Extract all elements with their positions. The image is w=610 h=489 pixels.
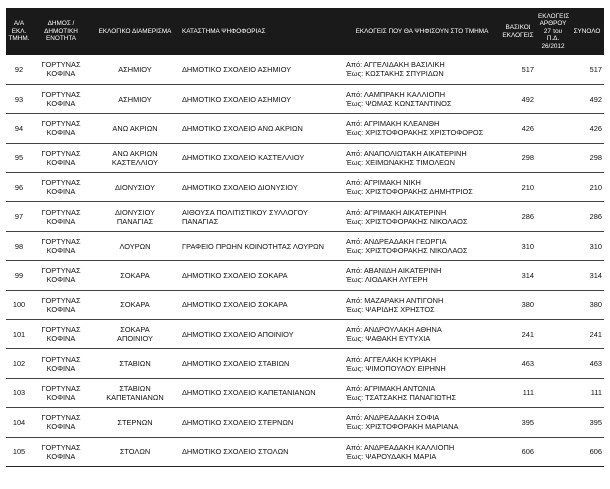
header-basic-voters: ΒΑΣΙΚΟΙ ΕΚΛΟΓΕΙΣ [502, 23, 534, 39]
cell-aa: 100 [12, 300, 26, 310]
cell-total: 298 [589, 153, 602, 163]
cell-municipality: ΓΟΡΤΥΝΑΣ ΚΟΦΙΝΑ [41, 60, 81, 79]
cell-total: 380 [589, 300, 602, 310]
cell-station: ΓΡΑΦΕΙΟ ΠΡΩΗΝ ΚΟΙΝΟΤΗΤΑΣ ΛΟΥΡΩΝ [182, 241, 324, 251]
cell-basic-voters: 426 [521, 123, 534, 133]
table-row [6, 143, 604, 172]
cell-basic-voters: 314 [521, 270, 534, 280]
cell-article-voters [536, 261, 570, 290]
cell-district: ΣΤΑΒΙΩΝ [119, 359, 151, 369]
cell-station: ΔΗΜΟΤΙΚΟ ΣΧΟΛΕΙΟ ΚΑΠΕΤΑΝΙΑΝΩΝ [182, 388, 316, 398]
header-range: ΕΚΛΟΓΕΙΣ ΠΟΥ ΘΑ ΨΗΦΙΣΟΥΝ ΣΤΟ ΤΜΗΜΑ [355, 27, 489, 35]
cell-district: ΑΣΗΜΙΟΥ [118, 94, 152, 104]
cell-basic-voters: 298 [521, 153, 534, 163]
cell-aa: 92 [14, 64, 24, 74]
cell-total: 426 [589, 123, 602, 133]
cell-basic-voters: 111 [522, 388, 534, 398]
table-body [6, 55, 604, 466]
cell-total: 606 [589, 447, 602, 457]
cell-voter-range: Από: ΑΝΔΡΟΥΛΑΚΗ ΑΘΗΝΑ Έως: ΨΑΘΑΚΗ ΕΥΤΥΧΙΑ [346, 325, 442, 344]
cell-total: 286 [589, 212, 602, 222]
cell-basic-voters: 606 [521, 447, 534, 457]
cell-municipality: ΓΟΡΤΥΝΑΣ ΚΟΦΙΝΑ [41, 266, 81, 285]
header-article-voters: ΕΚΛΟΓΕΙΣ ΑΡΘΡΟΥ 27 του Π.Δ. 26/2012 [538, 12, 570, 50]
cell-voter-range: Από: ΑΓΡΙΜΑΚΗ ΑΙΚΑΤΕΡΙΝΗ Έως: ΧΡΙΣΤΟΦΟΡΑΚΗΣ ΝΙΚΟΛΑΟΣ [346, 207, 468, 226]
polling-stations-table [6, 8, 604, 467]
cell-aa: 96 [14, 182, 24, 192]
cell-municipality: ΓΟΡΤΥΝΑΣ ΚΟΦΙΝΑ [41, 148, 81, 167]
cell-station: ΔΗΜΟΤΙΚΟ ΣΧΟΛΕΙΟ ΣΟΚΑΡΑ [182, 300, 288, 310]
table-row [6, 114, 604, 143]
cell-district: ΣΤΑΒΙΩΝ ΚΑΠΕΤΑΝΙΑΝΩΝ [106, 383, 164, 402]
cell-station: ΔΗΜΟΤΙΚΟ ΣΧΟΛΕΙΟ ΣΤΕΡΝΩΝ [182, 417, 294, 427]
table-row [6, 290, 604, 319]
cell-basic-voters: 517 [521, 64, 534, 74]
cell-aa: 94 [14, 123, 24, 133]
cell-municipality: ΓΟΡΤΥΝΑΣ ΚΟΦΙΝΑ [41, 119, 81, 138]
table-row [6, 408, 604, 437]
cell-total: 241 [589, 329, 602, 339]
cell-district: ΑΝΩ ΑΚΡΙΩΝ ΚΑΣΤΕΛΛΙΟΥ [111, 148, 159, 167]
cell-voter-range: Από: ΑΝΔΡΕΑΔΑΚΗ ΚΑΛΛΙΟΠΗ Έως: ΨΑΡΟΥΔΑΚΗ ΜΑΡΙΑ [346, 442, 455, 461]
cell-total: 111 [590, 388, 602, 398]
cell-basic-voters: 286 [521, 212, 534, 222]
cell-station: ΔΗΜΟΤΙΚΟ ΣΧΟΛΕΙΟ ΣΤΟΛΩΝ [182, 447, 289, 457]
cell-aa: 95 [14, 153, 24, 163]
cell-aa: 102 [12, 359, 26, 369]
table-row [6, 261, 604, 290]
cell-municipality: ΓΟΡΤΥΝΑΣ ΚΟΦΙΝΑ [41, 207, 81, 226]
cell-voter-range: Από: ΑΓΡΙΜΑΚΗ ΑΝΤΩΝΙΑ Έως: ΤΣΑΤΣΑΚΗΣ ΠΑΝΑΓΙΩΤΗΣ [346, 383, 457, 402]
cell-district: ΛΟΥΡΩΝ [119, 241, 151, 251]
table-row [6, 231, 604, 260]
header-municipality: ΔΗΜΟΣ / ΔΗΜΟΤΙΚΗ ΕΝΟΤΗΤΑ [44, 20, 78, 43]
cell-district: ΣΤΟΛΩΝ [119, 447, 151, 457]
cell-article-voters [536, 173, 570, 202]
cell-voter-range: Από: ΑΓΓΕΛΙΔΑΚΗ ΒΑΣΙΛΙΚΗ Έως: ΚΩΣΤΑΚΗΣ ΣΠΥΡΙΔΩΝ [346, 60, 445, 79]
cell-voter-range: Από: ΑΝΔΡΕΑΔΑΚΗ ΓΕΩΡΓΙΑ Έως: ΧΡΙΣΤΟΦΟΡΑΚΗΣ ΝΙΚΟΛΑΟΣ [346, 237, 468, 256]
cell-municipality: ΓΟΡΤΥΝΑΣ ΚΟΦΙΝΑ [41, 383, 81, 402]
cell-aa: 105 [12, 447, 26, 457]
cell-article-voters [536, 349, 570, 378]
cell-station: ΔΗΜΟΤΙΚΟ ΣΧΟΛΕΙΟ ΣΤΑΒΙΩΝ [182, 359, 290, 369]
cell-district: ΣΤΕΡΝΩΝ [117, 417, 153, 427]
cell-total: 314 [589, 270, 602, 280]
cell-basic-voters: 380 [521, 300, 534, 310]
cell-basic-voters: 310 [521, 241, 534, 251]
cell-article-voters [536, 202, 570, 231]
table-row [6, 55, 604, 84]
cell-total: 210 [589, 182, 602, 192]
cell-voter-range: Από: ΑΓΡΙΜΑΚΗ ΝΙΚΗ Έως: ΧΡΙΣΤΟΦΟΡΑΚΗΣ ΔΗΜΗΤΡΙΟΣ [346, 178, 473, 197]
cell-voter-range: Από: ΑΓΡΙΜΑΚΗ ΚΛΕΑΝΘΗ Έως: ΧΡΙΣΤΟΦΟΡΑΚΗΣ ΧΡΙΣΤΟΦΟΡΟΣ [346, 119, 484, 138]
table-row [6, 320, 604, 349]
cell-municipality: ΓΟΡΤΥΝΑΣ ΚΟΦΙΝΑ [41, 442, 81, 461]
cell-voter-range: Από: ΛΑΜΠΡΑΚΗ ΚΑΛΛΙΟΠΗ Έως: ΨΩΜΑΣ ΚΩΝΣΤΑΝΤΙΝΟΣ [346, 90, 452, 109]
cell-aa: 99 [14, 270, 24, 280]
cell-municipality: ΓΟΡΤΥΝΑΣ ΚΟΦΙΝΑ [41, 413, 81, 432]
table-header [6, 8, 604, 55]
cell-basic-voters: 463 [521, 359, 534, 369]
cell-district: ΔΙΟΝΥΣΙΟΥ ΠΑΝΑΓΙΑΣ [114, 207, 156, 226]
cell-aa: 101 [12, 329, 26, 339]
cell-voter-range: Από: ΑΝΔΡΕΑΔΑΚΗ ΣΟΦΙΑ Έως: ΧΡΙΣΤΟΦΟΡΑΚΗ ΜΑΡΙΑΝΑ [346, 413, 459, 432]
cell-municipality: ΓΟΡΤΥΝΑΣ ΚΟΦΙΝΑ [41, 354, 81, 373]
cell-aa: 103 [12, 388, 26, 398]
cell-article-voters [536, 84, 570, 113]
table-row [6, 84, 604, 113]
header-row [6, 8, 604, 55]
cell-basic-voters: 492 [521, 94, 534, 104]
cell-district: ΣΟΚΑΡΑ [120, 270, 150, 280]
cell-station: ΔΗΜΟΤΙΚΟ ΣΧΟΛΕΙΟ ΑΠΟΙΝΙΟΥ [182, 329, 294, 339]
cell-aa: 93 [14, 94, 24, 104]
cell-total: 517 [589, 64, 602, 74]
table-row [6, 173, 604, 202]
cell-article-voters [536, 320, 570, 349]
cell-article-voters [536, 408, 570, 437]
table-row [6, 437, 604, 466]
cell-station: ΔΗΜΟΤΙΚΟ ΣΧΟΛΕΙΟ ΑΝΩ ΑΚΡΙΩΝ [182, 123, 303, 133]
cell-municipality: ΓΟΡΤΥΝΑΣ ΚΟΦΙΝΑ [41, 178, 81, 197]
cell-article-voters [536, 143, 570, 172]
header-station: ΚΑΤΑΣΤΗΜΑ ΨΗΦΟΦΟΡΙΑΣ [182, 27, 266, 35]
cell-total: 463 [589, 359, 602, 369]
cell-voter-range: Από: ΜΑΖΑΡΑΚΗ ΑΝΤΙΓΟΝΗ Έως: ΨΑΡΙΔΗΣ ΧΡΗΣΤΟΣ [346, 295, 444, 314]
cell-article-voters [536, 231, 570, 260]
cell-article-voters [536, 290, 570, 319]
cell-municipality: ΓΟΡΤΥΝΑΣ ΚΟΦΙΝΑ [41, 325, 81, 344]
cell-basic-voters: 241 [521, 329, 534, 339]
cell-aa: 104 [12, 417, 26, 427]
cell-district: ΑΣΗΜΙΟΥ [118, 64, 152, 74]
cell-article-voters [536, 378, 570, 407]
cell-voter-range: Από: ΑΒΑΝΙΔΗ ΑΙΚΑΤΕΡΙΝΗ Έως: ΛΙΟΔΑΚΗ ΛΥΓΕΡΗ [346, 266, 442, 285]
cell-article-voters [536, 437, 570, 466]
header-aa: Α/Α ΕΚΛ. ΤΜΗΜ. [8, 20, 30, 43]
table-row [6, 349, 604, 378]
cell-district: ΔΙΟΝΥΣΙΟΥ [114, 182, 156, 192]
polling-stations-table-wrapper [6, 8, 604, 467]
cell-article-voters [536, 55, 570, 84]
table-row [6, 378, 604, 407]
cell-station: ΑΙΘΟΥΣΑ ΠΟΛΙΤΙΣΤΙΚΟΥ ΣΥΛΛΟΓΟΥ ΠΑΝΑΓΙΑΣ [182, 207, 308, 226]
cell-article-voters [536, 114, 570, 143]
cell-station: ΔΗΜΟΤΙΚΟ ΣΧΟΛΕΙΟ ΚΑΣΤΕΛΛΙΟΥ [182, 153, 305, 163]
cell-municipality: ΓΟΡΤΥΝΑΣ ΚΟΦΙΝΑ [41, 237, 81, 256]
cell-voter-range: Από: ΑΝΑΠΟΛΙΩΤΑΚΗ ΑΙΚΑΤΕΡΙΝΗ Έως: ΧΕΙΜΩΝΑΚΗΣ ΤΙΜΟΛΕΩΝ [346, 148, 467, 167]
cell-total: 395 [589, 417, 602, 427]
cell-station: ΔΗΜΟΤΙΚΟ ΣΧΟΛΕΙΟ ΑΣΗΜΙΟΥ [182, 94, 292, 104]
cell-aa: 98 [14, 241, 24, 251]
cell-district: ΣΟΚΑΡΑ [120, 300, 150, 310]
cell-station: ΔΗΜΟΤΙΚΟ ΣΧΟΛΕΙΟ ΣΟΚΑΡΑ [182, 270, 288, 280]
cell-basic-voters: 395 [521, 417, 534, 427]
cell-district: ΣΟΚΑΡΑ ΑΠΟΙΝΙΟΥ [117, 325, 153, 344]
cell-district: ΑΝΩ ΑΚΡΙΩΝ [112, 123, 158, 133]
cell-total: 310 [589, 241, 602, 251]
cell-basic-voters: 210 [521, 182, 534, 192]
cell-municipality: ΓΟΡΤΥΝΑΣ ΚΟΦΙΝΑ [41, 295, 81, 314]
table-row [6, 202, 604, 231]
cell-station: ΔΗΜΟΤΙΚΟ ΣΧΟΛΕΙΟ ΑΣΗΜΙΟΥ [182, 64, 292, 74]
cell-station: ΔΗΜΟΤΙΚΟ ΣΧΟΛΕΙΟ ΔΙΟΝΥΣΙΟΥ [182, 182, 298, 192]
cell-total: 492 [589, 94, 602, 104]
header-total: ΣΥΝΟΛΟ [573, 27, 601, 35]
cell-voter-range: Από: ΑΓΓΕΛΑΚΗ ΚΥΡΙΑΚΗ Έως: ΨΙΜΟΠΟΥΛΟΥ ΕΙΡΗΝΗ [346, 354, 446, 373]
cell-municipality: ΓΟΡΤΥΝΑΣ ΚΟΦΙΝΑ [41, 90, 81, 109]
cell-aa: 97 [14, 212, 24, 222]
header-district: ΕΚΛΟΓΙΚΟ ΔΙΑΜΕΡΙΣΜΑ [98, 27, 172, 35]
